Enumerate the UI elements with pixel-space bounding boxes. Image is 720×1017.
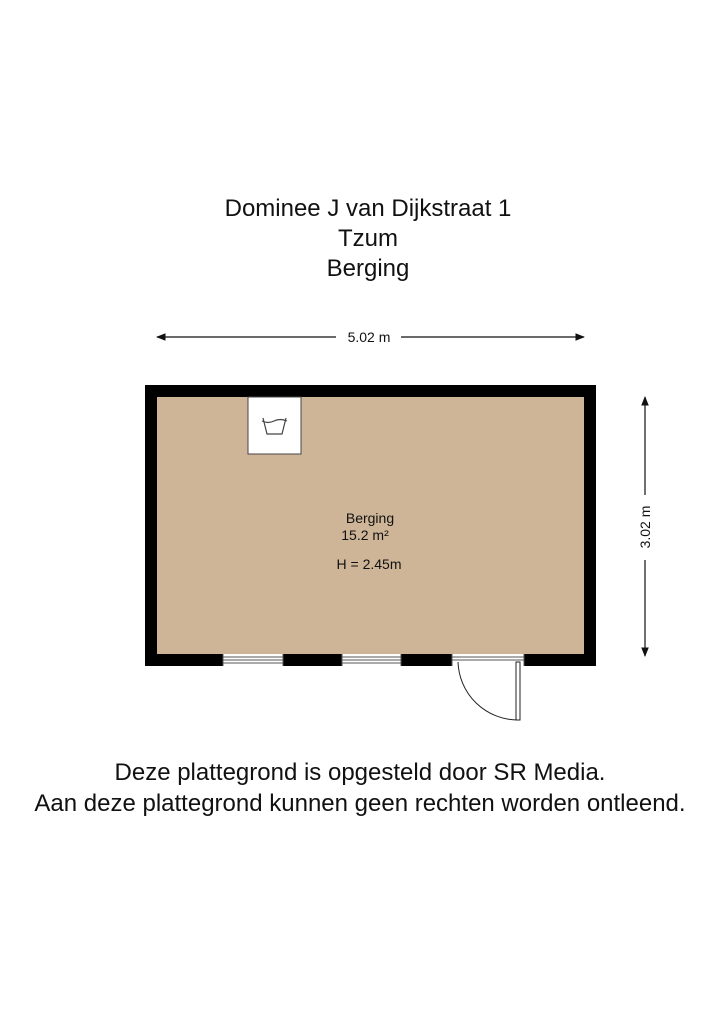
door-swing [458, 662, 520, 720]
address-title: Dominee J van Dijkstraat 1 [224, 195, 512, 222]
depth-dimension [637, 397, 653, 656]
space-title: Berging [326, 255, 410, 282]
width-dimension-label: 5.02 m [347, 329, 391, 345]
disclaimer [0, 757, 720, 819]
city-title: Tzum [338, 225, 398, 252]
window-middle [342, 654, 401, 666]
width-dimension [157, 329, 584, 345]
washing-machine-icon [248, 397, 301, 454]
window-left [223, 654, 283, 666]
disclaimer-line-1: Deze plattegrond is opgesteld door SR Media. [114, 759, 606, 786]
disclaimer-line-2: Aan deze plattegrond kunnen geen rechten worden ontleend. [34, 790, 686, 817]
depth-dimension-label: 3.02 m [637, 505, 653, 549]
door-opening [452, 654, 524, 666]
room-area: 15.2 m² [341, 527, 389, 543]
room-height: H = 2.45m [336, 556, 402, 572]
room-name: Berging [345, 510, 395, 526]
